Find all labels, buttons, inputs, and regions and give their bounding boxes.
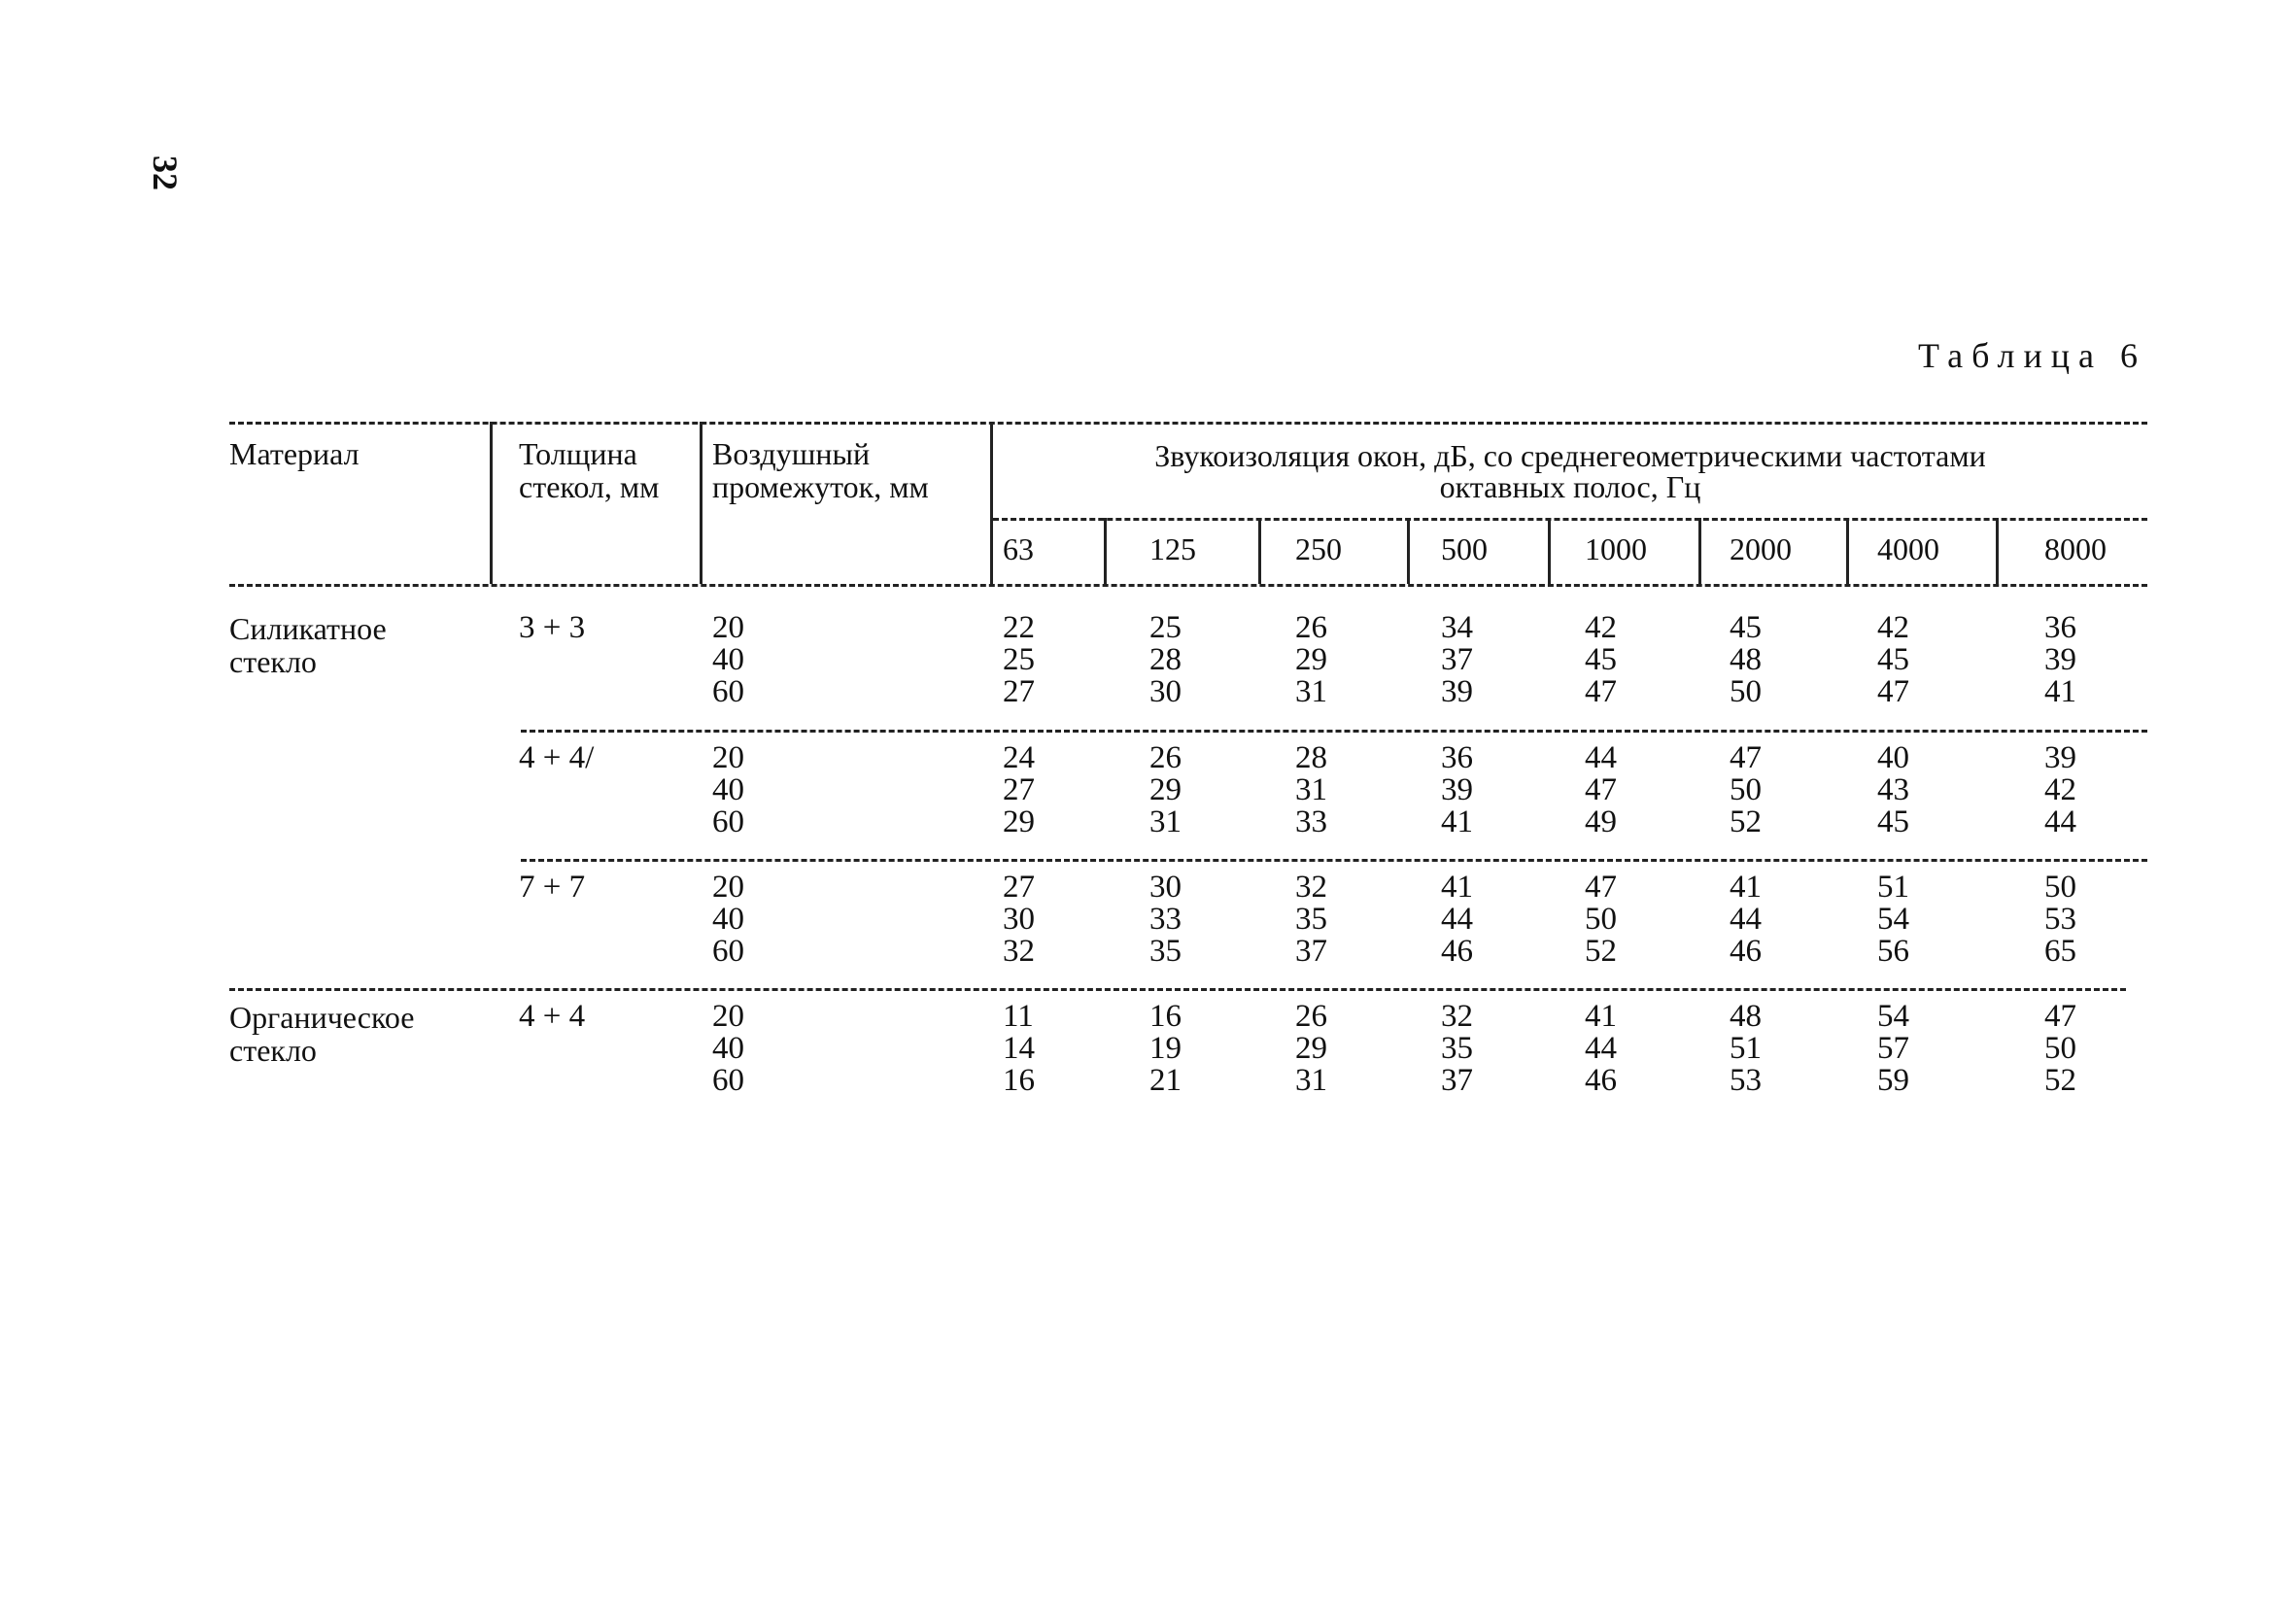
group-2-value-63: 24 27 29 [1003, 740, 1035, 839]
group-3-thickness: 7 + 7 [519, 870, 586, 905]
rule-top [229, 422, 2147, 425]
header-insulation-line2: октавных полос, Гц [1439, 469, 1701, 504]
freq-header-500: 500 [1441, 531, 1488, 566]
group-4-value-500: 32 35 37 [1441, 999, 1473, 1098]
group-3-value-4000: 51 54 56 [1877, 870, 1909, 969]
group-2-value-250: 28 31 33 [1295, 740, 1327, 839]
group-1-value-125: 25 28 30 [1149, 610, 1182, 709]
group-4-value-2000: 48 51 53 [1730, 999, 1762, 1098]
group-1-value-500: 34 37 39 [1441, 610, 1473, 709]
group-4-gaps: 20 40 60 [712, 999, 744, 1098]
group-2-thickness: 4 + 4/ [519, 740, 595, 775]
group-1-value-63: 22 25 27 [1003, 610, 1035, 709]
table-caption: Таблица 6 [1918, 336, 2146, 375]
freq-header-63: 63 [1003, 531, 1034, 566]
freq-header-8000: 8000 [2044, 531, 2107, 566]
group-3-value-2000: 41 44 46 [1730, 870, 1762, 969]
group-1-value-2000: 45 48 50 [1730, 610, 1762, 709]
freq-header-2000: 2000 [1730, 531, 1792, 566]
group-1-value-1000: 42 45 47 [1585, 610, 1617, 709]
group-1-gaps: 20 40 60 [712, 610, 744, 709]
group-4-value-4000: 54 57 59 [1877, 999, 1909, 1098]
group-4-value-125: 16 19 21 [1149, 999, 1182, 1098]
group-4-value-250: 26 29 31 [1295, 999, 1327, 1098]
group-4-value-1000: 41 44 46 [1585, 999, 1617, 1098]
page-number: 32 [146, 155, 185, 190]
separator-freq-1 [1104, 518, 1107, 584]
separator-freq-2 [1258, 518, 1261, 584]
group-4-value-8000: 47 50 52 [2044, 999, 2076, 1098]
rule-group-1 [521, 730, 2147, 733]
rule-header-bottom [229, 584, 2147, 587]
group-3-gaps: 20 40 60 [712, 870, 744, 969]
separator-freq-7 [1996, 518, 1999, 584]
group-4-thickness: 4 + 4 [519, 999, 586, 1034]
group-3-value-250: 32 35 37 [1295, 870, 1327, 969]
group-2-value-8000: 39 42 44 [2044, 740, 2076, 839]
group-3-value-125: 30 33 35 [1149, 870, 1182, 969]
group-2-gaps: 20 40 60 [712, 740, 744, 839]
separator-thickness [700, 422, 703, 584]
separator-freq-3 [1407, 518, 1410, 584]
group-1-value-250: 26 29 31 [1295, 610, 1327, 709]
group-3-value-8000: 50 53 65 [2044, 870, 2076, 969]
group-1-material: Силикатное стекло [229, 611, 387, 679]
separator-freq-5 [1698, 518, 1701, 584]
header-insulation-line1: Звукоизоляция окон, дБ, со среднегеометрическими частотами [1154, 438, 1986, 473]
group-2-value-2000: 47 50 52 [1730, 740, 1762, 839]
header-thickness: Толщина стекол, мм [519, 436, 660, 504]
freq-header-250: 250 [1295, 531, 1342, 566]
separator-material [490, 422, 493, 584]
group-4-value-63: 11 14 16 [1003, 999, 1035, 1098]
group-3-value-1000: 47 50 52 [1585, 870, 1617, 969]
header-air-gap: Воздушный промежуток, мм [712, 436, 929, 504]
group-2-value-500: 36 39 41 [1441, 740, 1473, 839]
freq-header-125: 125 [1149, 531, 1196, 566]
header-material: Материал [229, 436, 360, 471]
rule-group-2 [521, 859, 2147, 862]
freq-header-4000: 4000 [1877, 531, 1939, 566]
group-2-value-1000: 44 47 49 [1585, 740, 1617, 839]
freq-header-1000: 1000 [1585, 531, 1647, 566]
rule-freq-top [993, 518, 2147, 521]
group-1-thickness: 3 + 3 [519, 610, 586, 645]
group-4-material: Органическое стекло [229, 1000, 415, 1068]
group-3-value-500: 41 44 46 [1441, 870, 1473, 969]
separator-freq-6 [1846, 518, 1849, 584]
group-3-value-63: 27 30 32 [1003, 870, 1035, 969]
group-2-value-4000: 40 43 45 [1877, 740, 1909, 839]
rule-group-3 [229, 988, 2126, 991]
group-1-value-8000: 36 39 41 [2044, 610, 2076, 709]
group-1-value-4000: 42 45 47 [1877, 610, 1909, 709]
group-2-value-125: 26 29 31 [1149, 740, 1182, 839]
separator-freq-4 [1548, 518, 1551, 584]
